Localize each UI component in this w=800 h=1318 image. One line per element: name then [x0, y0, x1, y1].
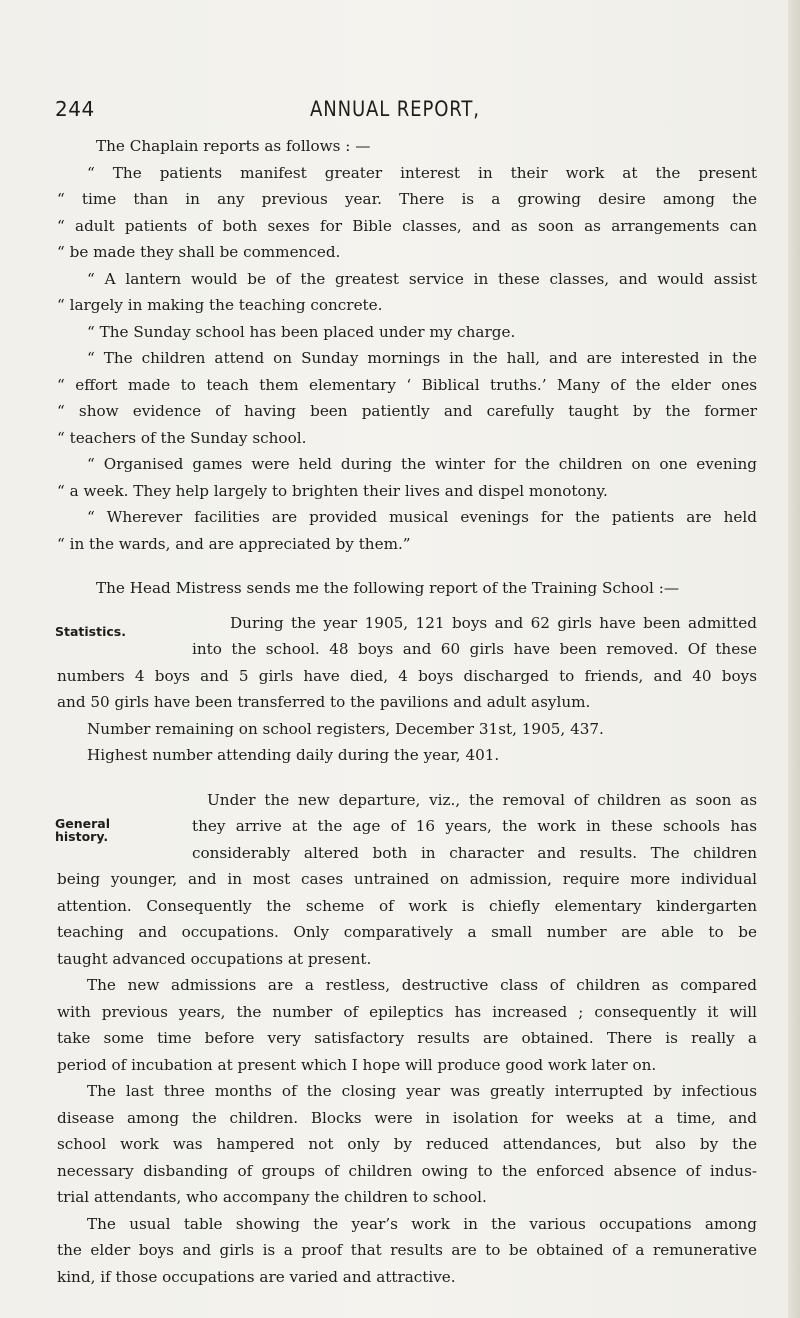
history-line: with previous years, the number of epileptics has increased ; consequently it will	[57, 1002, 757, 1021]
history-line: disease among the children. Blocks were in isolation for weeks at a time, and	[57, 1108, 757, 1127]
chaplain-line: “ The patients manifest greater interest in their work at the present	[87, 163, 757, 182]
chaplain-line: “ The Sunday school has been placed under my charge.	[87, 322, 516, 341]
history-line: The usual table showing the year’s work in the various occupations among	[87, 1214, 757, 1233]
chaplain-line: “ show evidence of having been patiently and carefully taught by the former	[57, 402, 757, 420]
page-number: 244	[55, 97, 95, 121]
history-line: school work was hampered not only by reduced attendances, but also by the	[57, 1135, 757, 1153]
history-line: The last three months of the closing year was greatly interrupted by infectious	[87, 1082, 757, 1100]
statistics-line: Highest number attending daily during the year, 401.	[87, 746, 500, 764]
spacer	[57, 557, 757, 575]
page-edge	[788, 0, 800, 1318]
statistics-line: into the school. 48 boys and 60 girls have been removed. Of these	[192, 640, 757, 658]
statistics-section	[57, 610, 757, 769]
chaplain-line: “ a week. They help largely to brighten their lives and dispel monotony.	[57, 481, 608, 500]
history-line: the elder boys and girls is a proof that results are to be obtained of a remunerative	[57, 1241, 757, 1259]
statistics-line: Number remaining on school registers, December 31st, 1905, 437.	[87, 719, 604, 738]
history-line: kind, if those occupations are varied and attractive.	[57, 1267, 456, 1286]
history-line: taught advanced occupations at present.	[57, 949, 372, 968]
chaplain-line: “ teachers of the Sunday school.	[57, 428, 307, 447]
history-line: necessary disbanding of groups of children owing to the enforced absence of indus-	[57, 1161, 757, 1180]
spacer	[57, 769, 757, 787]
chaplain-line: “ time than in any previous year. There is a growing desire among the	[57, 190, 757, 208]
history-line: considerably altered both in character and results. The children	[192, 843, 757, 862]
history-line: The new admissions are a restless, destructive class of children as compared	[87, 976, 757, 994]
chaplain-line: “ largely in making the teaching concrete.	[57, 296, 383, 314]
statistics-line: numbers 4 boys and 5 girls have died, 4 boys discharged to friends, and 40 boys	[57, 666, 757, 685]
statistics-line: and 50 girls have been transferred to the pavilions and adult asylum.	[57, 693, 591, 711]
chaplain-line: “ Organised games were held during the winter for the children on one evening	[87, 455, 757, 473]
history-line: Under the new departure, viz., the removal of children as soon as	[207, 790, 757, 809]
chaplain-line: “ Wherever facilities are provided musical evenings for the patients are held	[87, 508, 757, 526]
chaplain-line: “ A lantern would be of the greatest service in these classes, and would assist	[87, 269, 757, 288]
spacer	[57, 602, 757, 610]
history-line: they arrive at the age of 16 years, the work in these schools has	[192, 817, 757, 835]
chaplain-line: “ adult patients of both sexes for Bible classes, and as soon as arrangements can	[57, 216, 757, 235]
history-line: teaching and occupations. Only comparatively a small number are able to be	[57, 923, 757, 941]
history-line: trial attendants, who accompany the children to school.	[57, 1188, 487, 1206]
chaplain-line: “ be made they shall be commenced.	[57, 243, 341, 261]
running-title: ANNUAL REPORT,	[310, 97, 480, 121]
statistics-side-note: Statistics.	[55, 623, 126, 639]
body-text	[57, 133, 757, 1290]
side-note-line: General	[55, 815, 110, 831]
chaplain-line: “ effort made to teach them elementary ‘ Biblical truths.’ Many of the elder ones	[57, 375, 757, 394]
history-line: attention. Consequently the scheme of work is chiefly elementary kindergarten	[57, 896, 757, 915]
chaplain-line: “ in the wards, and are appreciated by them.”	[57, 534, 411, 553]
statistics-line: During the year 1905, 121 boys and 62 girls have been admitted	[230, 613, 757, 632]
page-header	[55, 97, 745, 121]
chaplain-intro: The Chaplain reports as follows : —	[96, 137, 371, 155]
side-note-line: history.	[55, 828, 109, 844]
history-line: period of incubation at present which I hope will produce good work later on.	[57, 1055, 657, 1074]
history-line: take some time before very satisfactory results are obtained. There is really a	[57, 1029, 757, 1047]
general-history-side-note	[55, 817, 110, 843]
head-mistress-intro: The Head Mistress sends me the following report of the Training School :—	[96, 579, 680, 597]
general-history-section	[57, 787, 757, 1291]
chaplain-line: “ The children attend on Sunday mornings in the hall, and are interested in the	[87, 349, 757, 367]
history-line: being younger, and in most cases untrained on admission, require more individual	[57, 870, 757, 888]
